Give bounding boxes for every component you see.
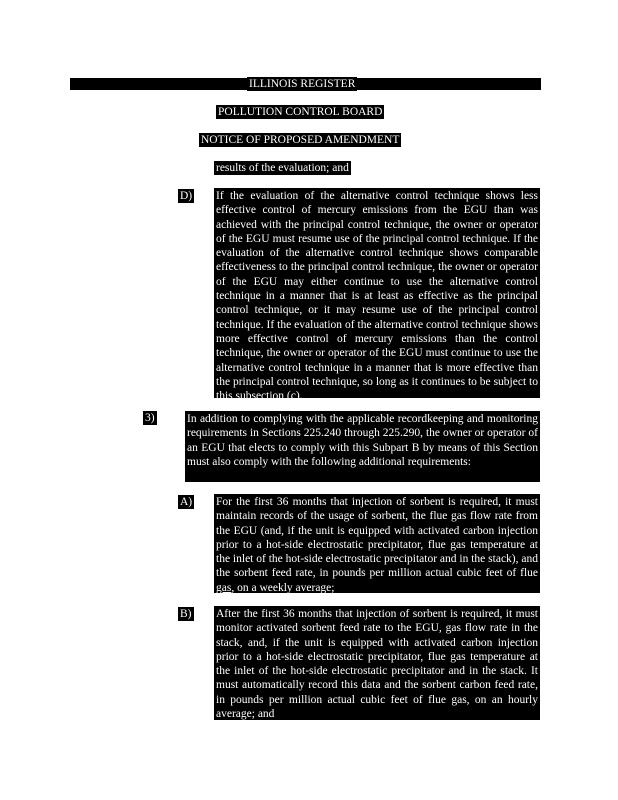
item-a-text [214,494,540,593]
board-title: POLLUTION CONTROL BOARD [218,106,383,118]
item-d-text: If the evaluation of the alternative control technique shows less effective control of mercury emissions from the EGU than was achieved with the principal control technique, the owner or operator of the EGU must resume use of the principal control technique. If the evaluation of the alternative control technique shows comparable effectiveness to the principal control technique, the owner or operator of the EGU may either continue to use the alternative control technique in a manner that is at least as effective as the principal control technique, or it may resume use of the principal control technique. If the evaluation of the alternative control technique shows more effective control of mercury emissions than the control technique, the owner or operator of the EGU must continue to use the alternative control technique in a manner that is more effective than the principal control technique, so long as it continues to be subject to this subsection (c). [216,190,538,403]
item-3-text: In addition to complying with the applicable recordkeeping and monitoring requirements in Sections 225.240 through 225.290, the owner or operator of an EGU that elects to comply with this Subpart B by means of this Section must also comply with the following additional requirements: [185,411,540,482]
item-a-text-underlined: gas [216,581,232,594]
notice-title: NOTICE OF PROPOSED AMENDMENT [201,134,400,146]
item-d-label: D) [180,190,193,202]
item-a-label: A) [180,496,193,508]
item-b-label: B) [180,608,192,620]
item-a-text-before: For the first 36 months that injection of sorbent is required, it must maintain records of the usage of sorbent, the flue gas flow rate from the EGU (and, if the unit is equipped with activated carbon injection prior to a hot-side electrostatic precipitator, flue gas temperature at the inlet of the hot-side electrostatic precipitator and in the stack), and the sorbent feed rate, in pounds per million actual cubic feet of flue [216,496,538,580]
continuation-text: results of the evaluation; and [216,162,349,174]
item-b-text: After the first 36 months that injection of sorbent is required, it must monitor activated sorbent feed rate to the EGU, gas flow rate in the stack, and, if the unit is equipped with activated carbon injection prior to a hot-side electrostatic precipitator, flue gas temperature at the inlet of the hot-side electrostatic precipitator and in the stack. It must automatically record this data and the sorbent carbon feed rate, in pounds per million actual cubic feet of flue gas, on an hourly average; and [216,608,538,721]
item-3-label: 3) [145,412,155,424]
item-a-text-after: , on a weekly average; [231,581,335,594]
register-title: ILLINOIS REGISTER [249,78,356,90]
